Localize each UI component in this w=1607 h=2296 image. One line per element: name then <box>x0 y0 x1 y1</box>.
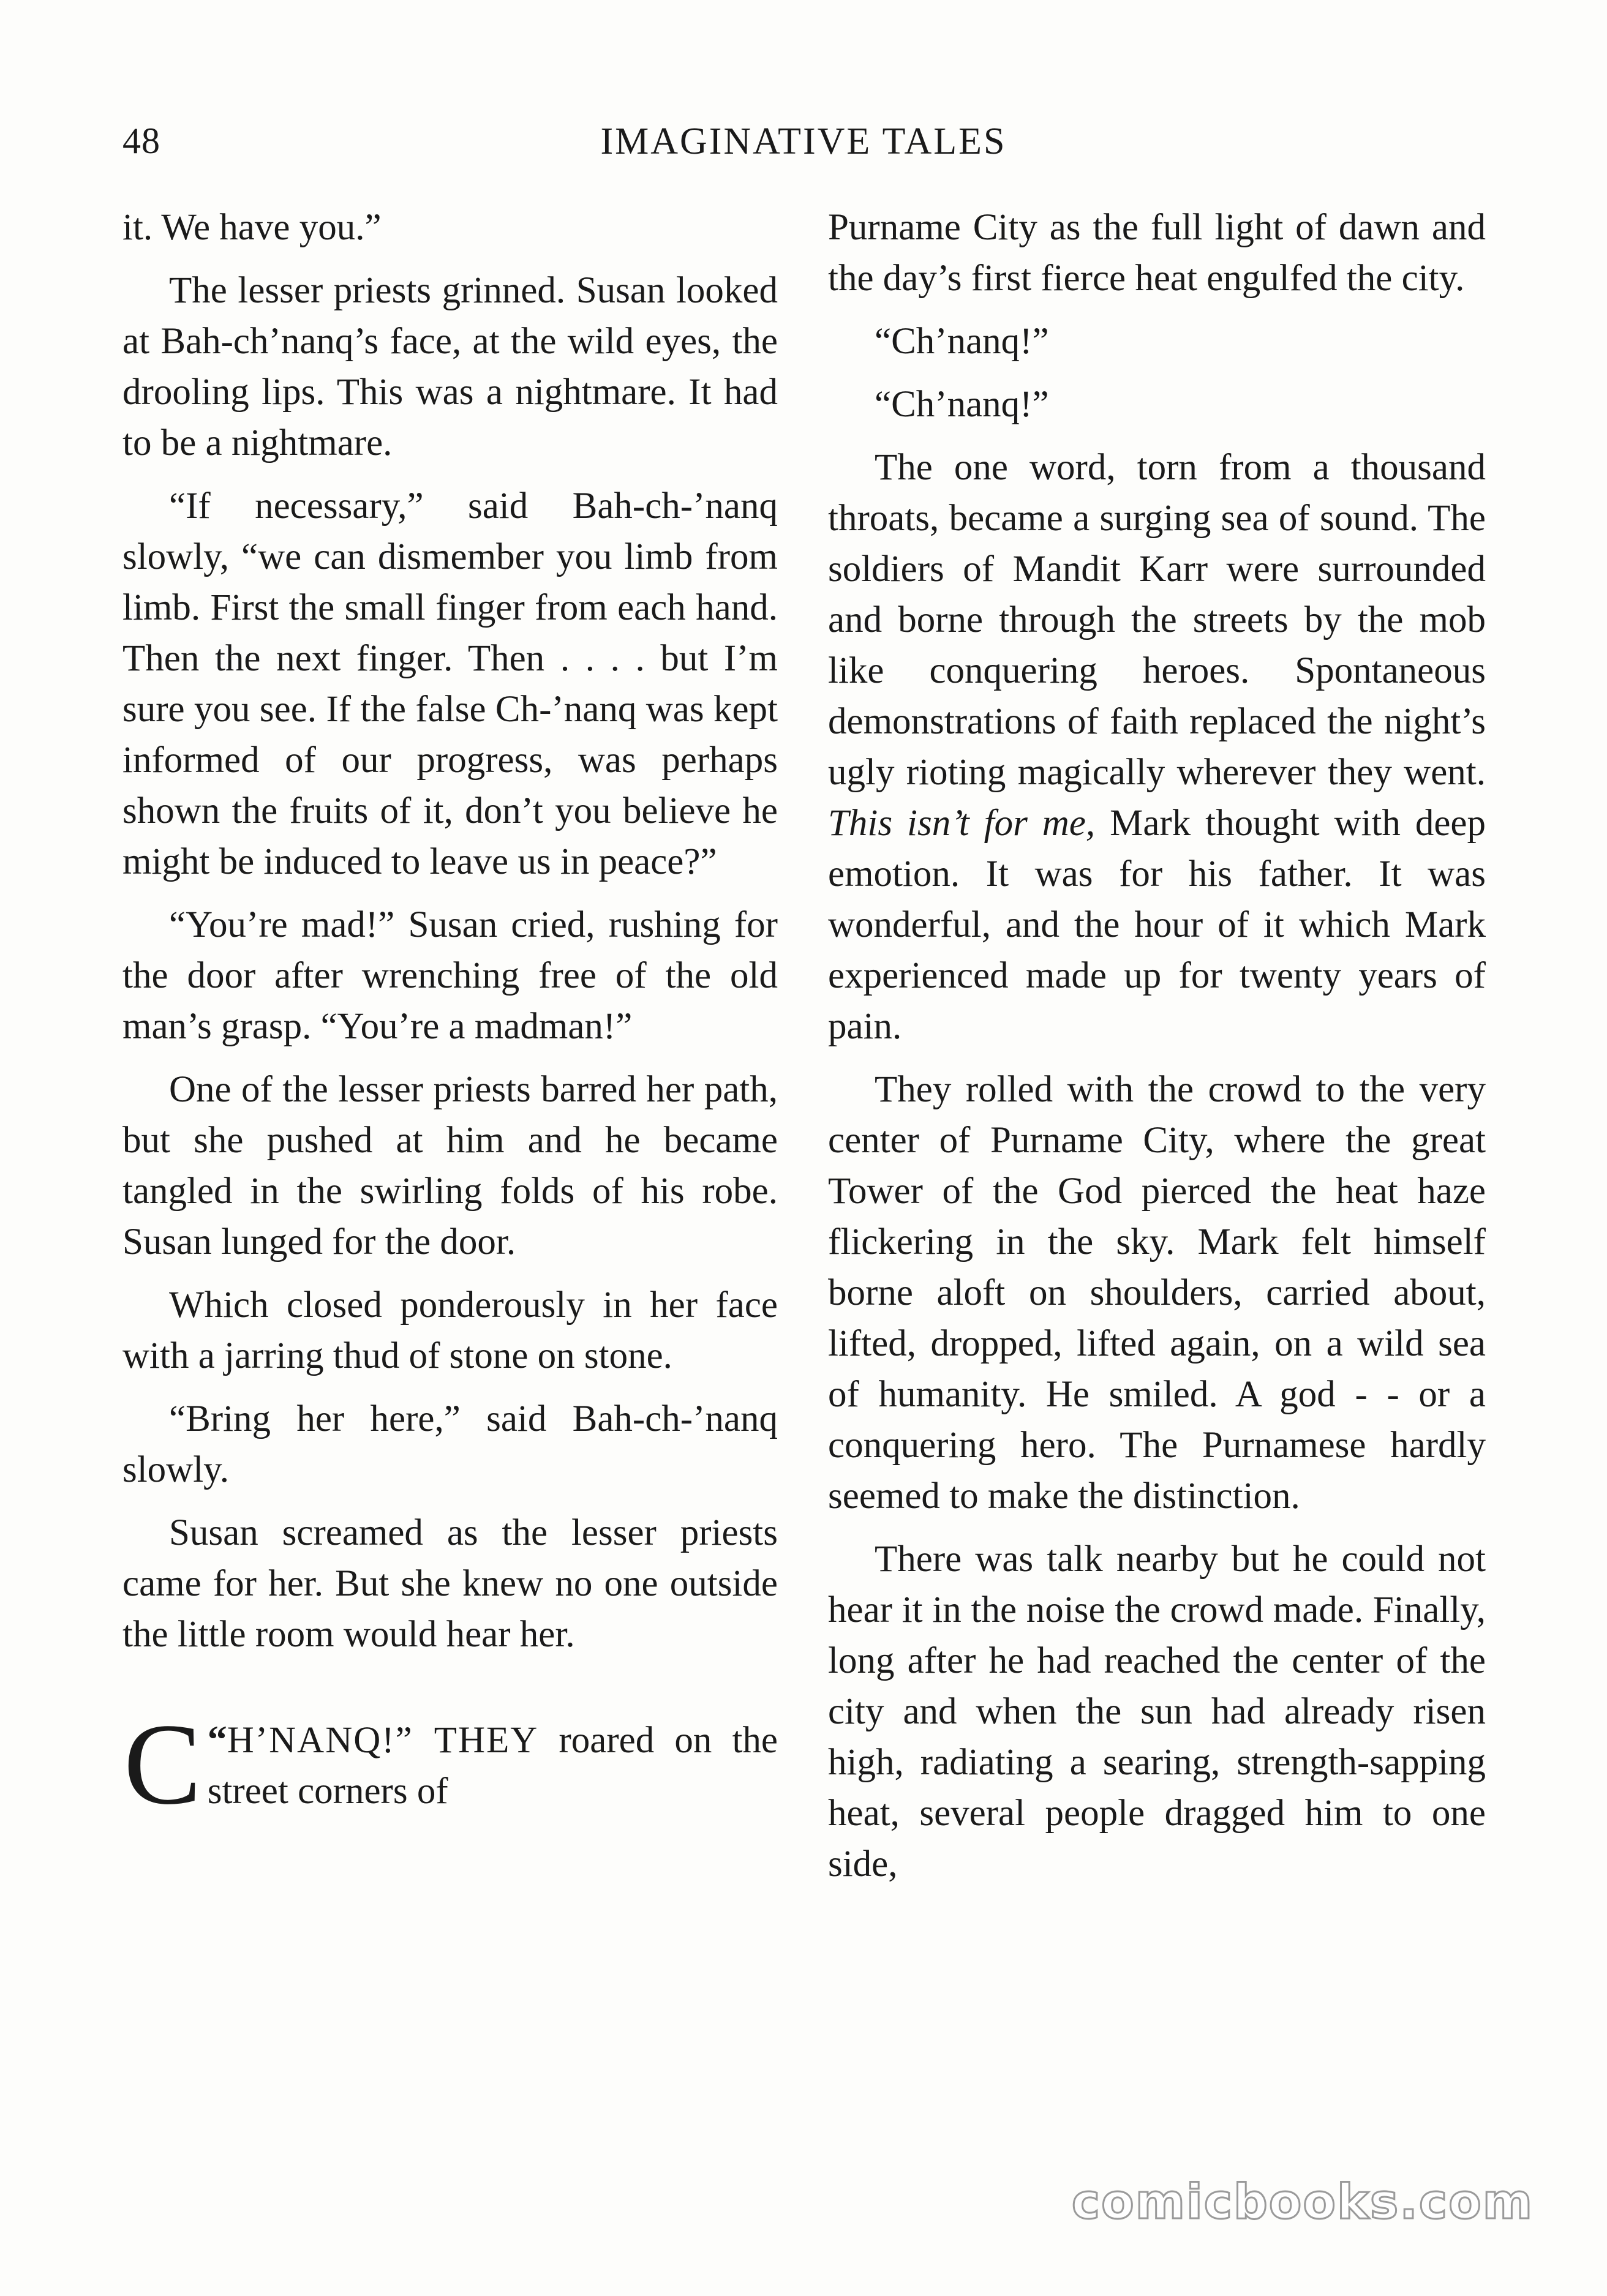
paragraph-text: The one word, torn from a thousand throats, became a surging sea of sound. The soldiers of Mandit Karr were surrounded and borne through the streets by the mob like conquering heroes. Spontaneous demonstrations of faith replaced the night’s ugly rioting magically wherever they went. <box>828 447 1486 793</box>
shout-line: “Ch’nanq!” <box>875 321 1049 362</box>
page-header <box>122 120 1485 169</box>
paragraph: “If necessary,” said Bah-ch-’nanq slowly, “we can dismember you limb from limb. First the small finger from each hand. Then the next finger. Then . . . . but I’m sure you see. If the false Ch-’nanq was kept informed of our progress, was perhaps shown the fruits of it, don’t you believe he might be induced to leave us in peace?” <box>122 486 778 882</box>
italic-thought: This isn’t for me, <box>828 803 1096 844</box>
section-opening-paragraph <box>122 1700 778 1829</box>
dropcap-letter: C <box>124 1700 201 1829</box>
shout-line: “Ch’nanq!” <box>875 384 1049 425</box>
opening-caps: H’NANQ!” THEY <box>227 1720 539 1761</box>
paragraph: The lesser priests grinned. Susan looked at Bah-ch’nanq’s face, at the wild eyes, the drooling lips. This was a nightmare. It had to be a nightmare. <box>122 270 778 463</box>
paragraph-text: Mark thought with deep emotion. It was for his father. It was wonderful, and the hour of it which Mark experienced made up for twenty years of pain. <box>828 803 1486 1047</box>
page-number: 48 <box>122 121 160 161</box>
paragraph: “Bring her here,” said Bah-ch-’nanq slowly. <box>122 1398 778 1490</box>
paragraph: They rolled with the crowd to the very center of Purname City, where the great Tower of the God pierced the heat haze flickering in the sky. Mark felt himself borne aloft on shoulders, carried about, lifted, dropped, lifted again, on a wild sea of humanity. He smiled. A god - - or a conquering hero. The Purnamese hardly seemed to make the distinction. <box>828 1069 1486 1517</box>
opening-text: roared on the street corners of <box>207 1720 778 1812</box>
running-title: IMAGINATIVE TALES <box>600 121 1007 162</box>
paragraph <box>828 442 1486 1052</box>
paragraph: There was talk nearby but he could not hear it in the noise the crowd made. Finally, long after he had reached the center of the city and when the sun had already risen high, radiating a searing, strength-sapping heat, several people dragged him to one side, <box>828 1539 1486 1885</box>
paragraph: One of the lesser priests barred her path, but she pushed at him and he became tangled in the swirling folds of his robe. Susan lunged for the door. <box>122 1069 778 1262</box>
paragraph: Susan screamed as the lesser priests came for her. But she knew no one outside the little room would hear her. <box>122 1512 778 1655</box>
paragraph: it. We have you.” <box>122 207 382 248</box>
watermark-logo: comicbooks.com <box>1071 2175 1534 2230</box>
right-column <box>828 202 1486 1902</box>
paragraph: “You’re mad!” Susan cried, rushing for the door after wrenching free of the old man’s grasp. “You’re a madman!” <box>122 904 778 1047</box>
dropcap-quote: “ <box>207 1717 227 1761</box>
paragraph: Purname City as the full light of dawn and the day’s first fierce heat engulfed the city. <box>828 207 1486 299</box>
paragraph: Which closed ponderously in her face with a jarring thud of stone on stone. <box>122 1285 778 1376</box>
left-column <box>122 202 778 1829</box>
